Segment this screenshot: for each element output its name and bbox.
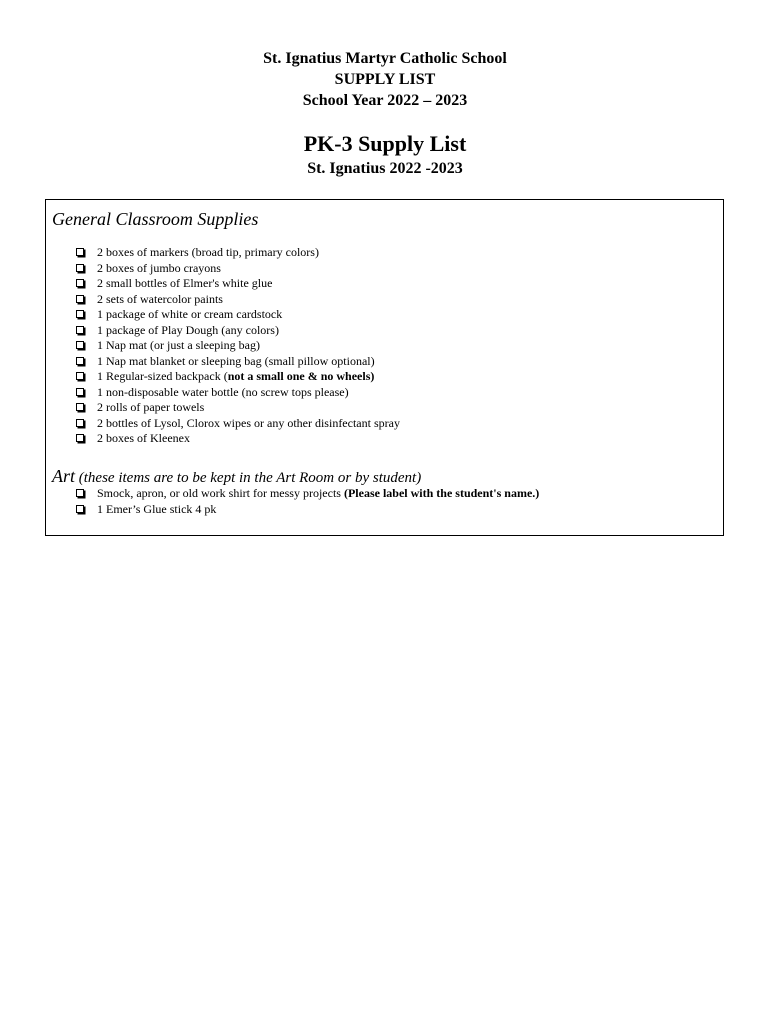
supply-list-box (45, 199, 724, 536)
list-item (76, 431, 400, 447)
list-item (76, 369, 400, 385)
list-item-text: 2 boxes of jumbo crayons (97, 260, 221, 275)
list-item (76, 276, 400, 292)
list-item-text: 1 non-disposable water bottle (no screw tops please) (97, 384, 349, 399)
art-supplies-list (76, 486, 539, 517)
list-item-text: 2 boxes of markers (broad tip, primary colors) (97, 245, 319, 259)
list-item (76, 502, 539, 518)
list-item (76, 245, 400, 261)
list-item-text: 1 Emer’s Glue stick 4 pk (97, 501, 217, 516)
supply-list-label: SUPPLY LIST (334, 71, 436, 88)
checkbox-icon (76, 434, 84, 442)
document-header (0, 48, 770, 111)
checkbox-icon (76, 310, 84, 318)
list-item-text: 1 Regular-sized backpack ( (97, 369, 228, 383)
checkbox-icon (76, 372, 84, 380)
list-item-text: 1 Nap mat (or just a sleeping bag) (97, 338, 260, 352)
checkbox-icon (76, 326, 84, 334)
list-item-text: 2 small bottles of Elmer's white glue (97, 276, 273, 290)
school-name: St. Ignatius Martyr Catholic School (263, 50, 507, 67)
checkbox-icon (76, 388, 84, 396)
list-item (76, 261, 400, 277)
list-item-text: Smock, apron, or old work shirt for messy projects (97, 486, 344, 500)
list-item (76, 323, 400, 339)
checkbox-icon (76, 248, 84, 256)
checkbox-icon (76, 295, 84, 303)
list-item-text: 2 bottles of Lysol, Clorox wipes or any other disinfectant spray (97, 415, 400, 430)
checkbox-icon (76, 341, 84, 349)
general-supplies-heading: General Classroom Supplies (52, 209, 259, 229)
list-item-text: 1 Nap mat blanket or sleeping bag (small pillow optional) (97, 353, 375, 368)
checkbox-icon (76, 279, 84, 287)
list-item-text: 1 package of white or cream cardstock (97, 307, 283, 321)
list-item-text: 2 sets of watercolor paints (97, 291, 223, 306)
list-item (76, 486, 539, 502)
checkbox-icon (76, 489, 84, 497)
list-item (76, 354, 400, 370)
checkbox-icon (76, 357, 84, 365)
page-subtitle: St. Ignatius 2022 -2023 (307, 160, 463, 177)
page-title: PK-3 Supply List (303, 131, 467, 156)
list-item (76, 400, 400, 416)
school-year: School Year 2022 – 2023 (302, 92, 468, 109)
list-item-text: 2 rolls of paper towels (97, 400, 205, 414)
list-item (76, 385, 400, 401)
list-item-emphasis: (Please label with the student's name.) (343, 486, 540, 500)
checkbox-icon (76, 264, 84, 272)
checkbox-icon (76, 403, 84, 411)
list-item (76, 292, 400, 308)
list-item-emphasis: not a small one & no wheels) (227, 369, 375, 383)
general-supplies-list (76, 245, 400, 447)
list-item-text: 2 boxes of Kleenex (97, 431, 190, 445)
checkbox-icon (76, 419, 84, 427)
list-item-text: 1 package of Play Dough (any colors) (97, 322, 279, 337)
list-item (76, 307, 400, 323)
list-item (76, 416, 400, 432)
list-item (76, 338, 400, 354)
art-heading-note: (these items are to be kept in the Art Room or by student) (75, 470, 422, 486)
art-heading-title: Art (52, 466, 76, 486)
checkbox-icon (76, 505, 84, 513)
